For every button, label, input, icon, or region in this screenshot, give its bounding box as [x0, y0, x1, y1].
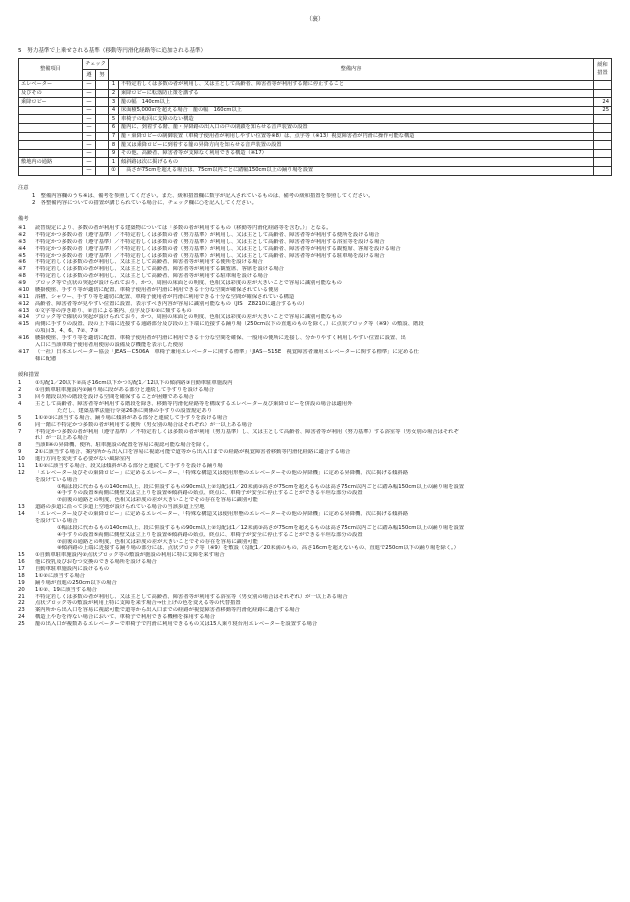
note-line: 2 各整備内容についての措置が講じられている場合に、チェック欄に○を記入してください。	[32, 200, 257, 207]
relaxation-item-text: 案内所から出入口を容易に視認可能で道等から出入口までの経路が視覚障害者移動等円滑化経路に適合する場合	[35, 607, 300, 614]
relaxation-item-key	[40, 497, 57, 504]
relaxation-item-text: ⑦前後の通路との明度、色相又は彩度の差が大きいことでその存在を容易に識別可能	[57, 497, 258, 504]
row-relax	[594, 158, 612, 167]
row-item	[19, 167, 83, 176]
row-check-a: —	[83, 81, 96, 90]
relaxation-item	[18, 387, 612, 394]
row-check-a: —	[83, 115, 96, 124]
relaxation-item-key: 15	[18, 552, 25, 559]
remark-item	[18, 259, 612, 266]
remark-item-key: ※3	[18, 238, 26, 245]
remark-item-key: ※5	[18, 252, 26, 259]
row-number: 2	[109, 89, 119, 98]
remark-item-text: 読替規定により、多数の者が利用する建築物については「多数の者が利用するもの（移動等円滑化経路等を含む。）」となる。	[35, 225, 332, 232]
relaxation-item-key: 5	[18, 414, 22, 421]
relaxation-item-text: 構造上やむを得ない場合において、車椅子で利用できる機種を採用する場合	[35, 614, 215, 621]
row-check-b	[96, 132, 109, 141]
row-check-a: —	[83, 141, 96, 150]
row-number: 6	[109, 124, 119, 133]
remark-item	[18, 280, 612, 287]
row-content: その他、高齢者、障害者等が支障なく利用できる構造（※17）	[119, 149, 594, 158]
remark-item-key: ※13	[18, 307, 30, 314]
relaxation-item	[18, 490, 612, 497]
table-row	[19, 115, 612, 124]
relaxation-item	[18, 442, 612, 449]
relaxation-item-key: 17	[18, 566, 25, 573]
remark-item-key: ※8	[18, 273, 26, 280]
remark-item-text: 不特定若しくは多数の者が利用し、又は主として高齢者、障害者等が利用する観覧席、客席を設ける場合	[35, 266, 284, 273]
relaxation-item	[18, 477, 612, 484]
relaxation-item-key	[40, 484, 57, 491]
row-number: 3	[109, 98, 119, 107]
remark-item	[18, 287, 612, 294]
remark-item-text: 不特定かつ多数の者（遵守基準）／不特定若しくは多数の者（努力基準）が利用し、又は主として高齢者、障害者等が利用する便所を設ける場合	[35, 231, 380, 238]
relaxation-item-key: 21	[18, 593, 25, 600]
relaxation-title: 緩和措置	[18, 371, 40, 378]
row-check-b	[96, 149, 109, 158]
relaxation-list	[18, 380, 612, 628]
table-row	[19, 124, 612, 133]
row-check-b	[96, 115, 109, 124]
row-check-a: —	[83, 132, 96, 141]
row-check-b	[96, 81, 109, 90]
row-check-a: —	[83, 158, 96, 167]
relaxation-item-key: 13	[18, 504, 25, 511]
remark-item-text: （一社）日本エレベーター協会「JEAS－C506A 車椅子兼用エレベーターに関する標準」「JIAS－515E 視覚障害者兼用エレベーターに関する標準」に定める仕	[35, 348, 419, 355]
header-relax: 緩和措置	[594, 59, 612, 81]
relaxation-item-text: ①幅は段に代わるもの140cm以上、段に併設するもの90cm以上②勾配は1／20未満③高さが75cmを超えるものは高さ75cm以内ごとに踏み幅150cm以上の踊り場を設置	[57, 483, 465, 490]
remarks-list	[18, 225, 612, 363]
relaxation-item	[18, 607, 612, 614]
relaxation-item	[18, 484, 612, 491]
row-item	[19, 141, 83, 150]
row-check-a: —	[83, 98, 96, 107]
page-header: （裏）	[305, 16, 324, 23]
relaxation-item-text: ⑧傾斜路の上端に近接する踊り場の部分には、点状ブロック等（※9）を敷設（勾配1／20未満のもの、高さ16cmを超えないもの、直進で250cm以下の踊り場を除く。）	[57, 545, 459, 552]
remark-item-text: 両側に手すりの設置、段の上下端に近接する通路部分及び段の上下端に近接する踊り場（250cm以下の直進のものを除く。）に点状ブロック等（※9）の敷設、階段	[35, 321, 424, 328]
relaxation-item	[18, 587, 612, 594]
remarks-title: 備考	[18, 216, 29, 223]
relaxation-item	[18, 380, 612, 387]
relaxation-item	[18, 600, 612, 607]
relaxation-item	[18, 435, 612, 442]
relaxation-item-text: れ）が一以上ある場合	[35, 435, 88, 442]
remark-item-key: ※7	[18, 266, 26, 273]
relaxation-item	[18, 394, 612, 401]
note-line: 1 整備内容欄のうち※は、備考を参照してください。また、緩和措置欄に数字が記入されているものは、備考の緩和措置を参照してください。	[32, 193, 374, 200]
header-check-b: 努	[96, 70, 109, 81]
remark-item-key: ※15	[18, 321, 30, 328]
row-item	[19, 115, 83, 124]
remark-item-key: ※6	[18, 259, 26, 266]
relaxation-item	[18, 422, 612, 429]
relaxation-item-key: 14	[18, 511, 25, 518]
row-content: 傾斜路は次に掲げるもの	[119, 158, 594, 167]
relaxation-item-text: を設けている場合	[35, 517, 78, 524]
remark-item	[18, 356, 612, 363]
relaxation-item-text: 籠の出入口が複数あるエレベーターで車椅子で円滑に利用できるもの又は15人乗り寝台用エレベーターを設置する場合	[35, 621, 318, 628]
remark-item-text: ①文字等の浮き彫り、②音による案内、点字及び①②に類するもの	[35, 307, 192, 314]
relaxation-item-text: 2①に該当する場合、案内所から出入口を容易に視認可能で道等から出入口までの経路が視覚障害者移動等円滑化経路に適合する場合	[35, 449, 351, 456]
remark-item-text: ブロック等で線状の突起が設けられており、かつ、周囲の床面との明度、色相又は彩度の差が大きいことで容易に識別可能なもの	[35, 314, 342, 321]
relaxation-item	[18, 518, 612, 525]
remark-item-key	[18, 342, 35, 349]
remark-item-text: 不特定かつ多数の者（遵守基準）／不特定若しくは多数の者（努力基準）が利用し、又は主として高齢者、障害者等が利用する観覧席、客席を設ける場合	[35, 245, 401, 252]
relaxation-item-text: 「エレベーター及びその乗降ロビー」に定めるエレベーター、「特殊な構造又は使用形態のエレベーターその他の昇降機」に定める昇降機、次に掲げる傾斜路	[35, 469, 409, 476]
relaxation-item	[18, 511, 612, 518]
relaxation-item-text: 点状ブロック等の敷設が利用上特に支障を来す場合⇒仕上げの色を変える等の代替措置	[35, 600, 241, 607]
remark-item-key: ※12	[18, 300, 30, 307]
row-item	[19, 149, 83, 158]
relaxation-item	[18, 463, 612, 470]
row-relax	[594, 89, 612, 98]
relaxation-item	[18, 559, 612, 566]
relaxation-item-text: 不特定かつ多数の者が利用（遵守基準）／不特定若しくは多数の者が利用（努力基準）し、又は主として高齢者、障害者等が利用（努力基準）する浴室等（男女別の場合はそれぞ	[35, 428, 459, 435]
remark-item-text: 浴槽、シャワー、手すり等を適切に配置、車椅子使用者が円滑に利用できる十分な空間が確保されている構造	[35, 293, 295, 300]
relaxation-item-key: 8	[18, 442, 22, 449]
relaxation-item-text: 道路の歩道に沿って歩道上空地が設けられている場合の当該歩道上空地	[35, 504, 205, 511]
remark-item-key	[18, 328, 35, 335]
remark-item	[18, 294, 612, 301]
row-item: エレベーター	[19, 81, 83, 90]
relaxation-item-key: 6	[18, 421, 22, 428]
row-number: ①	[109, 167, 119, 176]
relaxation-item-text: 自動車駐車施設内に設けるもの	[35, 566, 110, 573]
row-content: 籠の幅 140cm以上	[119, 98, 594, 107]
row-check-a: —	[83, 106, 96, 115]
relaxation-item-key: 10	[18, 456, 25, 463]
relaxation-item	[18, 401, 612, 408]
relaxation-item	[18, 456, 612, 463]
relaxation-item-key: 1	[18, 380, 22, 387]
notes-list	[18, 193, 612, 207]
row-relax	[594, 124, 612, 133]
remark-item-text: 様に配慮	[35, 355, 57, 362]
row-number: 1	[109, 158, 119, 167]
header-content: 整備内容	[109, 59, 594, 81]
row-relax	[594, 81, 612, 90]
remark-item	[18, 273, 612, 280]
relaxation-item	[18, 614, 612, 621]
remark-item-text: 不特定かつ多数の者（遵守基準）／不特定若しくは多数の者（努力基準）が利用し、又は主として高齢者、障害者等が利用する駐車場を設ける場合	[35, 252, 385, 259]
row-relax	[594, 115, 612, 124]
relaxation-item	[18, 580, 612, 587]
relaxation-item-key: 9	[18, 449, 22, 456]
row-check-a: —	[83, 167, 96, 176]
relaxation-item-key: 2	[18, 387, 22, 394]
relaxation-item-text: 進行方向を変更する必要がない風除室内	[35, 456, 131, 463]
relaxation-item-text: 1①②、19に該当する場合	[35, 586, 97, 593]
relaxation-item-text: ①幅は段に代わるもの140cm以上、段に併設するもの90cm以上②勾配は1／12未満③高さが75cmを超えるものは高さ75cm以内ごとに踏み幅150cm以上の踊り場を設置	[57, 524, 465, 531]
remark-item	[18, 239, 612, 246]
relaxation-item-key: 25	[18, 621, 25, 628]
remark-item-key: ※14	[18, 314, 30, 321]
relaxation-item	[18, 532, 612, 539]
relaxation-item-key	[40, 545, 57, 552]
table-row	[19, 132, 612, 141]
row-relax	[594, 167, 612, 176]
table-row	[19, 149, 612, 158]
remark-item	[18, 314, 612, 321]
row-check-b	[96, 98, 109, 107]
relaxation-item-text: ただし、建築基準法施行令第26条に関係の手すりの設置規定あり	[57, 407, 213, 414]
remark-item	[18, 308, 612, 315]
row-check-b	[96, 89, 109, 98]
remark-item-text: 不特定若しくは多数の者が利用し、又は主として高齢者、障害者等が利用する便所を設ける場合	[35, 259, 263, 266]
table-row	[19, 158, 612, 167]
relaxation-item-key	[40, 532, 57, 539]
relaxation-item-text: 回り階段以外の階段を設ける空間を確保することが困難である場合	[35, 394, 194, 401]
remark-item-key: ※10	[18, 286, 30, 293]
relaxation-item	[18, 504, 612, 511]
remark-item-key: ※11	[18, 293, 30, 300]
relaxation-item-key: 16	[18, 559, 25, 566]
relaxation-item-key	[18, 518, 35, 525]
relaxation-item	[18, 449, 612, 456]
relaxation-item-key: 23	[18, 607, 25, 614]
remark-item-key: ※2	[18, 231, 26, 238]
row-check-b	[96, 124, 109, 133]
relaxation-item-key	[40, 408, 57, 415]
section-title: 5 努力基準で上乗せされる基準（移動等円滑化経路等に追加される基準）	[18, 47, 207, 54]
relaxation-item	[18, 525, 612, 532]
remark-item-text: 腰掛便座、手すり等を適切に配置、車椅子使用者が円滑に利用できる十分な空間を確保、一般用の便所に近接し、分かりやすく利用しやすい位置に設置、出	[35, 335, 406, 342]
relaxation-item-key: 3	[18, 394, 22, 401]
remark-item	[18, 225, 612, 232]
table-row	[19, 167, 612, 176]
row-check-b	[96, 158, 109, 167]
relaxation-item-text: 同一階に不特定かつ多数の者が利用する便所（男女別の場合はそれぞれ）が一以上ある場合	[35, 421, 253, 428]
row-relax	[594, 149, 612, 158]
remark-item	[18, 266, 612, 273]
row-content: 籠内に、到着する階、籠・昇降路の出入口の戸の閉鎖を知らせる音声装置の設置	[119, 124, 594, 133]
remark-item	[18, 232, 612, 239]
remark-item	[18, 301, 612, 308]
header-check-a: 遵	[83, 70, 96, 81]
row-item	[19, 106, 83, 115]
table-body	[19, 81, 612, 176]
remark-item-key: ※17	[18, 348, 30, 355]
notes-section	[18, 185, 612, 208]
row-number: 8	[109, 141, 119, 150]
header-check: チェック	[83, 59, 109, 70]
notes-title: 注意	[18, 184, 29, 191]
row-relax: 25	[594, 106, 612, 115]
relaxation-item	[18, 566, 612, 573]
relaxation-item-text: 当該II※の昇降機、便所、駐車施設の配置を容易に視認可能な場合を除く。	[35, 442, 212, 449]
relaxation-item	[18, 545, 612, 552]
relaxation-item-key: 11	[18, 462, 25, 469]
row-number: 1	[109, 81, 119, 90]
relaxation-item-text: ①自動車駐車施設内②踊り場に段がある部分と連続して手すりを設ける場合	[35, 387, 214, 394]
relaxation-item	[18, 621, 612, 628]
relaxation-item-text: ①自動車駐車施設内②点状ブロック等の敷設が施設の利用に特に支障を来す場合	[35, 552, 225, 559]
remark-item-text: 不特定かつ多数の者（遵守基準）／不特定若しくは多数の者（努力基準）が利用し、又は主として高齢者、障害者等が利用する浴室等を設ける場合	[35, 238, 385, 245]
remark-item-key	[18, 356, 35, 363]
relaxation-item-text: ④手すりの設置⑤両側に側壁又は立上りを設置⑥傾斜路の始点、終点に、車椅子が安全に停止することができる平坦な部分の設置	[57, 531, 363, 538]
remark-item-text: の項目3、4、6、7②、7③	[35, 328, 99, 335]
row-number: 7	[109, 132, 119, 141]
row-number: 9	[109, 149, 119, 158]
relaxation-item	[18, 552, 612, 559]
remark-item-key: ※16	[18, 335, 30, 342]
relaxation-item-key: 4	[18, 401, 22, 408]
remark-item-key: ※9	[18, 280, 26, 287]
row-check-a: —	[83, 124, 96, 133]
row-item	[19, 132, 83, 141]
relaxation-item-text: 踊り場が直進の250cm以下の場合	[35, 579, 117, 586]
relaxation-item-text: ④手すりの設置⑤両側に側壁又は立上りを設置⑥傾斜路の始点、終点に、車椅子が安全に停止することができる平坦な部分の設置	[57, 490, 363, 497]
row-item	[19, 124, 83, 133]
relaxation-item	[18, 415, 612, 422]
relaxation-item	[18, 594, 612, 601]
row-relax	[594, 141, 612, 150]
relaxation-item-text: ⑦前後の通路との明度、色相又は彩度の差が大きいことでその存在を容易に識別可能	[57, 538, 258, 545]
remark-item-text: 入口に当該車椅子使用者用便房の設備及び機能を表示した便房	[35, 341, 184, 348]
table-row	[19, 141, 612, 150]
relaxation-item-key	[40, 490, 57, 497]
remark-item-text: ブロック等で点状の突起が設けられており、かつ、周囲の床面との明度、色相又は彩度の差が大きいことで容易に識別可能なもの	[35, 280, 342, 287]
row-item: 及びその	[19, 89, 83, 98]
relaxation-item	[18, 539, 612, 546]
relaxation-item-key: 19	[18, 579, 25, 586]
standards-table	[18, 58, 612, 176]
row-check-a: —	[83, 149, 96, 158]
row-relax: 24	[594, 98, 612, 107]
table-row	[19, 106, 612, 115]
relaxation-item-key: 20	[18, 586, 25, 593]
row-check-a: —	[83, 89, 96, 98]
relaxation-item-text: 1①②③に該当する場合、踊り場に傾斜がある部分と連続して手すりを設ける場合	[35, 414, 228, 421]
relaxation-item-key: 22	[18, 600, 25, 607]
remark-item	[18, 321, 612, 328]
row-content: 不特定若しくは多数の者が利用し、又は主として高齢者、障害者等が利用する階に停止すること	[119, 81, 594, 90]
relaxation-item	[18, 429, 612, 436]
relaxation-item-key	[18, 477, 35, 484]
remark-item	[18, 342, 612, 349]
relaxation-item-text: 主として高齢者、障害者等が利用する階段を除き、移動等円滑化経路等を構成するエレベーター及び乗降ロビーを併設の場合は適用外	[35, 401, 353, 408]
row-content: 車椅子の転回に支障のない構造	[119, 115, 594, 124]
relaxation-item-text: ①勾配1／20以下②高さ16cm以下かつ勾配1／12以下の傾斜路③自動車駐車施設内	[35, 380, 233, 387]
table-row	[19, 81, 612, 90]
remark-item-text: 腰掛便座、手すり等が適切に配置、車椅子使用者が円滑に利用できる十分な空間が確保されている便房	[35, 286, 279, 293]
row-content: 乗降ロビーに転落防止策を講ずる	[119, 89, 594, 98]
relaxation-item-text: 不特定若しくは多数の者が利用し、又は主として高齢者、障害者等が利用する浴室等（男女別の場合はそれぞれ）が一以上ある場合	[35, 593, 348, 600]
relaxation-item-key	[18, 435, 35, 442]
row-item: 敷地内の通路	[19, 158, 83, 167]
relaxation-item-text: 1①②に該当する場合、段又は傾斜がある部分と連続して手すりを設ける踊り場	[35, 462, 223, 469]
remark-item	[18, 246, 612, 253]
relaxation-item-key	[40, 525, 57, 532]
relaxation-item	[18, 497, 612, 504]
row-check-b	[96, 141, 109, 150]
relaxation-item-key: 24	[18, 614, 25, 621]
row-content: 籠・乗降ロビーの制御装置（車椅子使用者が利用しやすい位置等※8）は、点字等（※13）視覚障害者が円滑に操作可能な構造	[119, 132, 594, 141]
relaxation-item-key: 7	[18, 428, 22, 435]
relaxation-item	[18, 573, 612, 580]
row-number: 4	[109, 106, 119, 115]
remark-item-text: 高齢者、障害者等が見やすい位置に設置、表示すべき内容が容易に識別可能なもの（JIS Z8210に適合するもの）	[35, 300, 308, 307]
header-item: 整備項目	[19, 59, 83, 81]
row-item: 乗降ロビー	[19, 98, 83, 107]
relaxation-item-text: 「エレベーター及びその乗降ロビー」に定めるエレベーター、「特殊な構造又は使用形態のエレベーターその他の昇降機」に定める昇降機、次に掲げる傾斜路	[35, 511, 409, 518]
row-content: 籠又は乗降ロビーに到着する籠の昇降方向を知らせる音声装置の設置	[119, 141, 594, 150]
row-relax	[594, 132, 612, 141]
remarks-section	[18, 216, 612, 362]
relaxation-item-text: 他に授乳及びおむつ交換のできる場所を設ける場合	[35, 559, 157, 566]
table-row	[19, 89, 612, 98]
remark-item-text: 不特定若しくは多数の者が利用し、又は主として高齢者、障害者等が利用する駐車場を設ける場合	[35, 273, 269, 280]
relaxation-item-key	[40, 539, 57, 546]
relaxation-section	[18, 372, 612, 628]
row-content: 高さが75cmを超える場合は、75cm以内ごとに踏幅150cm以上の踊り場を設置	[119, 167, 594, 176]
row-number: 5	[109, 115, 119, 124]
table-row	[19, 98, 612, 107]
relaxation-item-text: を設けている場合	[35, 476, 78, 483]
relaxation-item-text: 1①②に該当する場合	[35, 572, 85, 579]
relaxation-item-key: 12	[18, 469, 25, 476]
relaxation-item	[18, 470, 612, 477]
remark-item	[18, 335, 612, 342]
relaxation-item	[18, 408, 612, 415]
remark-item	[18, 253, 612, 260]
remark-item-key: ※4	[18, 245, 26, 252]
relaxation-item-key: 18	[18, 572, 25, 579]
row-check-b	[96, 167, 109, 176]
remark-item-key: ※1	[18, 225, 26, 232]
remark-item	[18, 328, 612, 335]
row-check-b	[96, 106, 109, 115]
row-content: 床面積5,000㎡を超える場合 籠の幅 160cm以上	[119, 106, 594, 115]
remark-item	[18, 349, 612, 356]
